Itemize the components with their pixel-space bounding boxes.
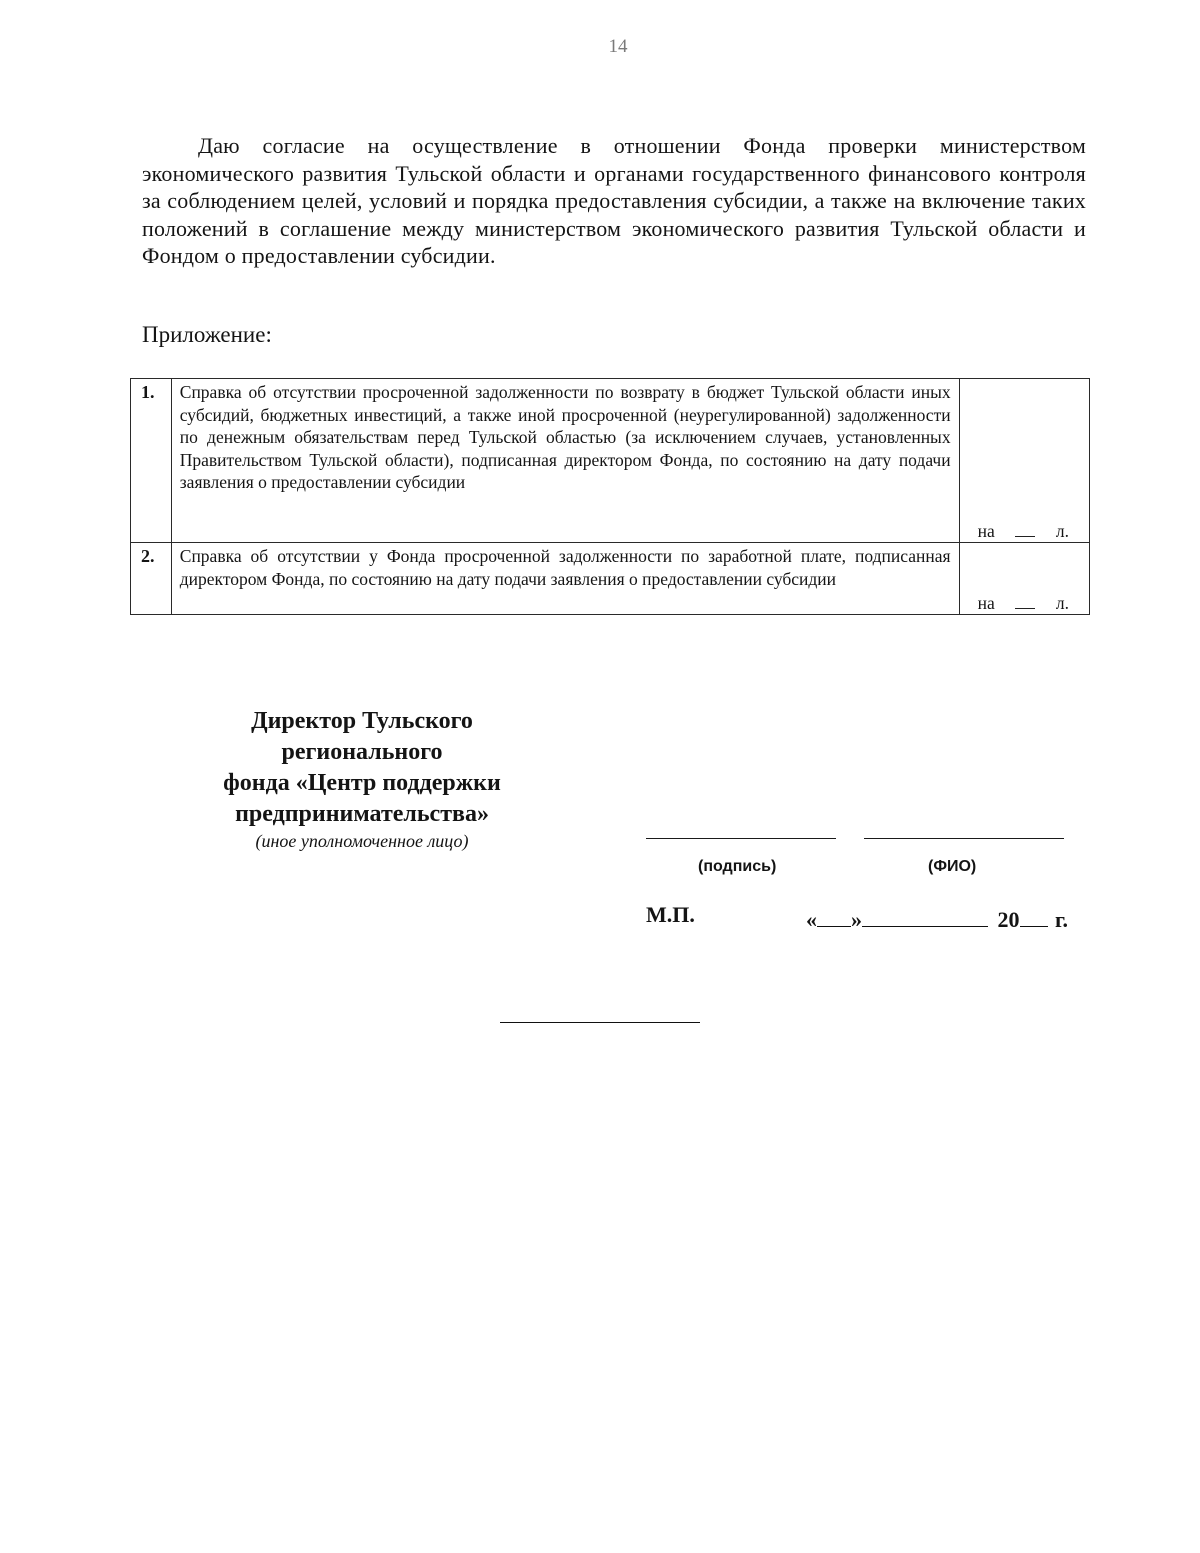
signature-line[interactable] (646, 838, 836, 839)
item-pages (959, 543, 1089, 615)
table-row (131, 379, 1090, 543)
item-number: 1. (131, 379, 172, 543)
year-blank[interactable] (1020, 906, 1048, 927)
divider-line (500, 1022, 700, 1023)
full-name-caption: (ФИО) (928, 858, 977, 875)
signatory-title-line: предпринимательства» (235, 801, 489, 827)
signatory-block (182, 706, 542, 852)
day-blank[interactable] (817, 906, 851, 927)
pages-suffix: л. (1055, 592, 1069, 613)
appendix-table (130, 378, 1090, 615)
item-description: Справка об отсутствии просроченной задолженности по возврату в бюджет Тульской области иных субсидий, бюджетных инвестиций, а также иной просроченной (неурегулированной) задолженности по денежным обязательствам перед Тульской областью (за исключением случаев, установленных Правительством Тульской области), подписанная директором Фонда, по состоянию на дату подачи заявления о предоставлении субсидии (171, 379, 959, 543)
signatory-note: (иное уполномоченное лицо) (255, 831, 469, 851)
pages-prefix: на (977, 520, 995, 541)
date-close-quote: » (851, 907, 862, 932)
table-row (131, 543, 1090, 615)
item-description: Справка об отсутствии у Фонда просроченной задолженности по заработной плате, подписанная директором Фонда, по состоянию на дату подачи заявления о предоставлении субсидии (171, 543, 959, 615)
signatory-title-line: регионального (281, 739, 443, 765)
year-prefix: 20 (997, 907, 1020, 932)
appendix-title: Приложение: (142, 322, 272, 347)
pages-blank (1015, 592, 1035, 609)
date-open-quote: « (806, 907, 817, 932)
date-field[interactable] (806, 906, 1068, 933)
item-number: 2. (131, 543, 172, 615)
consent-paragraph: Даю согласие на осуществление в отношении Фонда проверки министерством экономического развития Тульской области и органами государственного финансового контроля за соблюдением целей, условий и порядка предоставления субсидии, а также на включение таких положений в соглашение между министерством экономического развития Тульской области и Фондом о предоставлении субсидии. (142, 133, 1086, 268)
month-blank[interactable] (862, 906, 988, 927)
signature-caption: (подпись) (698, 858, 777, 875)
pages-prefix: на (977, 592, 995, 613)
item-pages (959, 379, 1089, 543)
pages-blank (1015, 520, 1035, 537)
signatory-title-line: Директор Тульского (251, 708, 473, 734)
year-suffix: г. (1055, 907, 1069, 932)
page-number: 14 (608, 36, 628, 57)
pages-suffix: л. (1055, 520, 1069, 541)
full-name-line[interactable] (864, 838, 1064, 839)
stamp-placeholder: М.П. (646, 902, 695, 927)
signatory-title-line: фонда «Центр поддержки (223, 770, 501, 796)
